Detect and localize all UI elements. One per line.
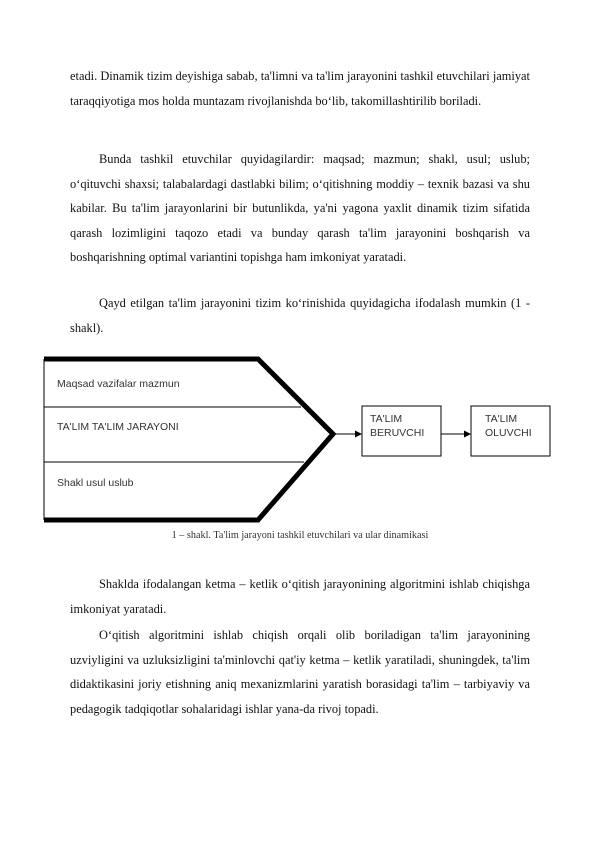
paragraph-1: etadi. Dinamik tizim deyishiga sabab, ta'limni va ta'lim jarayonini tashkil etuvchilari jamiyat taraqqiyotiga mos holda muntazam rivojlanishda boʻlib, takomillashtirilib boriladi. <box>70 69 530 108</box>
box-1-line-2: BERUVCHI <box>370 427 425 439</box>
row-label-2: TA'LIM TA'LIM JARAYONI <box>57 421 179 433</box>
arrow-2-head <box>464 431 471 438</box>
paragraph-5: Oʻqitish algoritmini ishlab chiqish orqali olib boriladigan ta'lim jarayonining uzviyligini va uzluksizligini ta'minlovchi qat'iy ketma – ketlik yaratiladi, shuningdek, ta'lim didaktikasini joriy etishning aniq mexanizmlarini yaratish borasidagi ta'lim – tarbiyaviy va pedagogik tadqiqotlar sohalaridagi ishlar yana-da rivoj topadi. <box>70 628 530 716</box>
paragraph-3: Qayd etilgan ta'lim jarayonini tizim koʻrinishida quyidagicha ifodalash mumkin (1 - shakl). <box>70 296 530 335</box>
arrow-1-head <box>355 431 362 438</box>
box-2-line-2: OLUVCHI <box>485 427 532 439</box>
box-1-line-1: TA'LIM <box>370 413 403 425</box>
box-2-line-1: TA'LIM <box>485 413 518 425</box>
paragraph-2: Bunda tashkil etuvchilar quyidagilardir: maqsad; mazmun; shakl, usul; uslub; oʻqituvchi shaxsi; talabalardagi dastlabki bilim; oʻqitishning moddiy – texnik bazasi va shu kabilar. Bu ta'lim jarayonlarini bir butunlikda, ya'ni yagona yaxlit dinamik tizim sifatida qarash lozimligini taqozo etadi va bunday qarash ta'lim jarayonini boshqarish va boshqarishning optimal variantini topishga ham imkoniyat yaratadi. <box>70 152 530 264</box>
row-label-1: Maqsad vazifalar mazmun <box>57 378 180 390</box>
row-label-3: Shakl usul uslub <box>57 477 134 489</box>
figure-caption: 1 – shakl. Ta'lim jarayoni tashkil etuvchilari va ular dinamikasi <box>171 530 429 541</box>
paragraph-4: Shaklda ifodalangan ketma – ketlik oʻqitish jarayonining algoritmini ishlab chiqishga imkoniyat yaratadi. <box>70 577 530 616</box>
